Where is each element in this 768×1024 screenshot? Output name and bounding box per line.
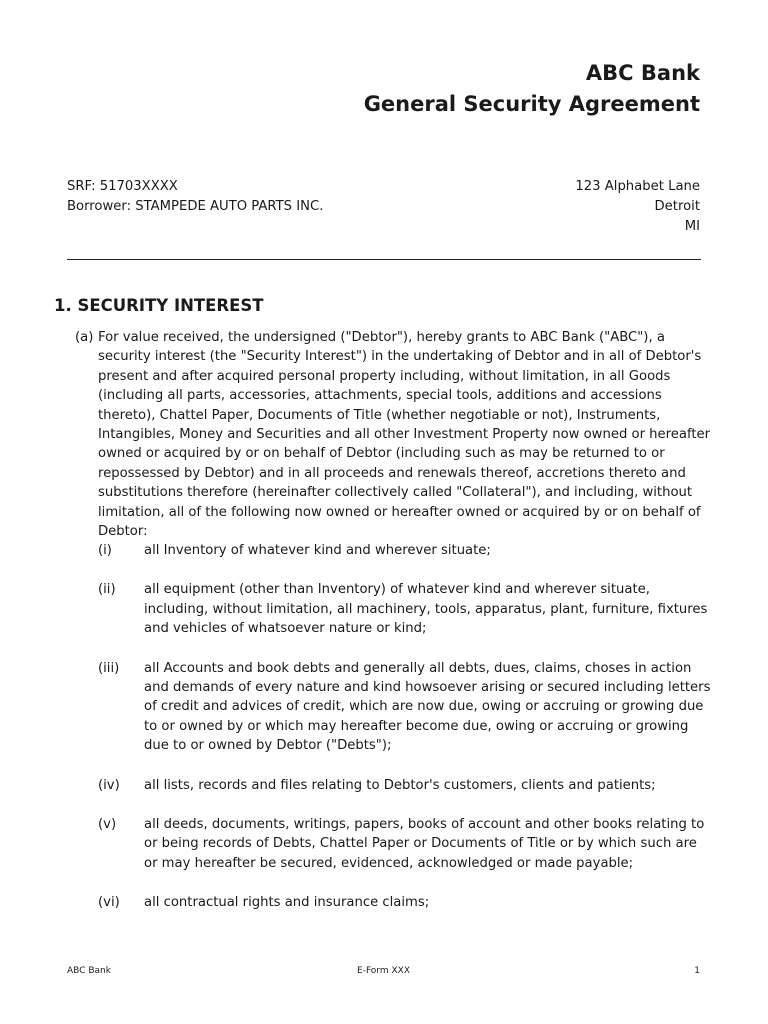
reference-block xyxy=(67,177,323,217)
document-title-block xyxy=(364,58,700,120)
footer-form-id: E-Form XXX xyxy=(357,966,410,976)
list-item xyxy=(98,815,713,873)
agreement-title: General Security Agreement xyxy=(363,92,700,116)
list-item-number: (i) xyxy=(98,543,112,558)
list-item xyxy=(98,659,713,756)
header-divider xyxy=(67,259,701,260)
list-item xyxy=(98,541,713,560)
footer-bank-name: ABC Bank xyxy=(67,966,111,976)
address-block xyxy=(575,177,700,237)
list-item-number: (iv) xyxy=(98,777,120,793)
collateral-list xyxy=(98,541,713,933)
clause-marker: (a) xyxy=(75,330,94,345)
list-item-text: all contractual rights and insurance claims; xyxy=(144,895,430,911)
list-item-number: (vi) xyxy=(98,895,120,911)
list-item-text: all lists, records and files relating to Debtor's customers, clients and patients; xyxy=(144,777,656,793)
list-item-number: (v) xyxy=(98,817,117,833)
srf-number: SRF: 51703XXXX xyxy=(67,179,178,194)
list-item xyxy=(98,893,713,912)
clause-a xyxy=(75,328,715,541)
page-number: 1 xyxy=(694,966,700,976)
address-state: MI xyxy=(684,219,700,234)
section-heading: 1. SECURITY INTEREST xyxy=(54,296,264,315)
list-item-text: all equipment (other than Inventory) of whatever kind and wherever situate, including, without limitation, all machinery, tools, apparatus, plant, furniture, fixtures and vehicles of whatsoever nature or kind; xyxy=(144,582,708,637)
list-item-number: (ii) xyxy=(98,582,116,598)
list-item-text: all Accounts and book debts and generally all debts, dues, claims, choses in action and demands of every nature and kind howsoever arising or secured including letters of credit and advices of credit, which are now due, owing or accruing or growing due to or owned by or which may hereafter become due, owing or accruing or growing due to or owned by Debtor ("Debts"); xyxy=(144,660,711,754)
list-item-text: all Inventory of whatever kind and wherever situate; xyxy=(144,543,491,558)
list-item xyxy=(98,776,713,795)
page-footer xyxy=(67,966,700,980)
borrower-name: Borrower: STAMPEDE AUTO PARTS INC. xyxy=(67,199,324,214)
bank-name: ABC Bank xyxy=(585,61,700,85)
address-street: 123 Alphabet Lane xyxy=(575,179,700,194)
clause-text: For value received, the undersigned ("Debtor"), hereby grants to ABC Bank ("ABC"), a security interest (the "Security Interest") in the undertaking of Debtor and in all of Debtor's present and after acquired personal property including, without limitation, in all Goods (including all parts, accessories, attachments, special tools, additions and accessions thereto), Chattel Paper, Documents of Title (whether negotiable or not), Instruments, Intangibles, Money and Securities and all other Investment Property now owned or hereafter owned or acquired by or on behalf of Debtor (including such as may be returned to or repossessed by Debtor) and in all proceeds and renewals thereof, accretions thereto and substitutions therefore (hereinafter collectively called "Collateral"), and including, without limitation, all of the following now owned or hereafter owned or acquired by or on behalf of Debtor: xyxy=(98,330,711,540)
list-item-number: (iii) xyxy=(98,660,120,676)
list-item xyxy=(98,580,713,638)
address-city: Detroit xyxy=(654,199,700,214)
list-item-text: all deeds, documents, writings, papers, books of account and other books relating to or being records of Debts, Chattel Paper or Documents of Title or by which such are or may hereafter be secured, evidenced, acknowledged or made payable; xyxy=(144,817,705,871)
